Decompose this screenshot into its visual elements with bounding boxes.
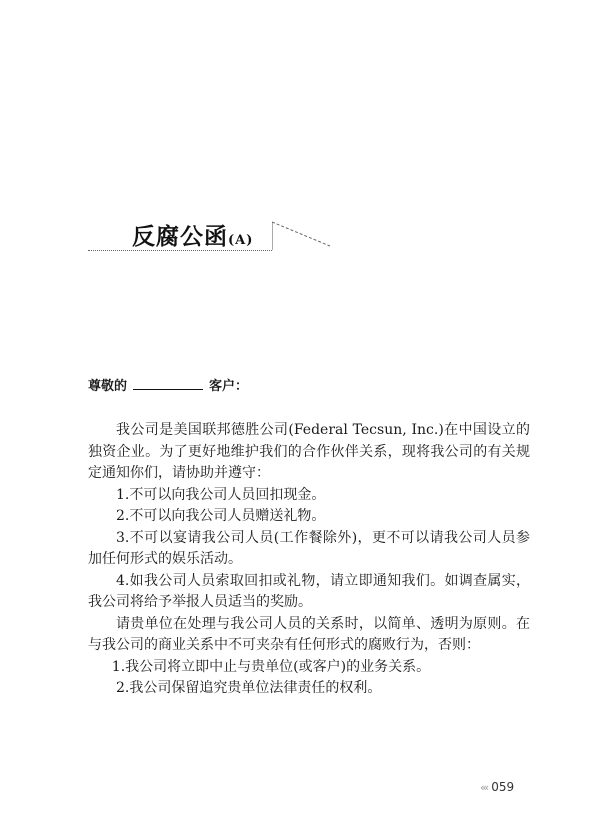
rule-item: 3.不可以宴请我公司人员(工作餐除外)，更不可以请我公司人员参加任何形式的娱乐活动。 xyxy=(88,529,530,567)
rule-item: 4.如我公司人员索取回扣或礼物，请立即通知我们。如调查属实，我公司将给予举报人员适当的奖励。 xyxy=(88,572,530,610)
document-title xyxy=(88,218,348,258)
paragraph-principle: 请贵单位在处理与我公司人员的关系时，以简单、透明为原则。在与我公司的商业关系中不可夹杂有任何形式的腐败行为，否则： xyxy=(88,615,530,653)
salutation-blank xyxy=(133,379,203,390)
page-number: 059 xyxy=(491,780,515,794)
salutation xyxy=(88,375,248,394)
title-suffix: (A) xyxy=(228,233,254,248)
consequence-item: 1.我公司将立即中止与贵单位(或客户)的业务关系。 xyxy=(111,658,431,675)
title-text xyxy=(132,218,253,251)
paragraph-intro: 我公司是美国联邦德胜公司(Federal Tecsun, Inc.)在中国设立的独资企业。为了更好地维护我们的合作伙伴关系，现将我公司的有关规定通知你们，请协助并遵守： xyxy=(88,422,530,481)
title-main: 反腐公函 xyxy=(132,223,228,250)
title-decoration xyxy=(272,218,332,250)
title-underline xyxy=(88,250,272,251)
chevrons-icon: ‹‹‹ xyxy=(480,781,488,794)
page-footer xyxy=(480,780,514,794)
rule-item: 1.不可以向我公司人员回扣现金。 xyxy=(116,486,326,503)
consequence-item: 2.我公司保留追究贵单位法律责任的权利。 xyxy=(116,680,382,696)
rule-item: 2.不可以向我公司人员赠送礼物。 xyxy=(116,508,326,524)
salutation-suffix: 客户： xyxy=(209,379,249,394)
letter-body xyxy=(88,420,530,700)
salutation-prefix: 尊敬的 xyxy=(88,379,128,394)
